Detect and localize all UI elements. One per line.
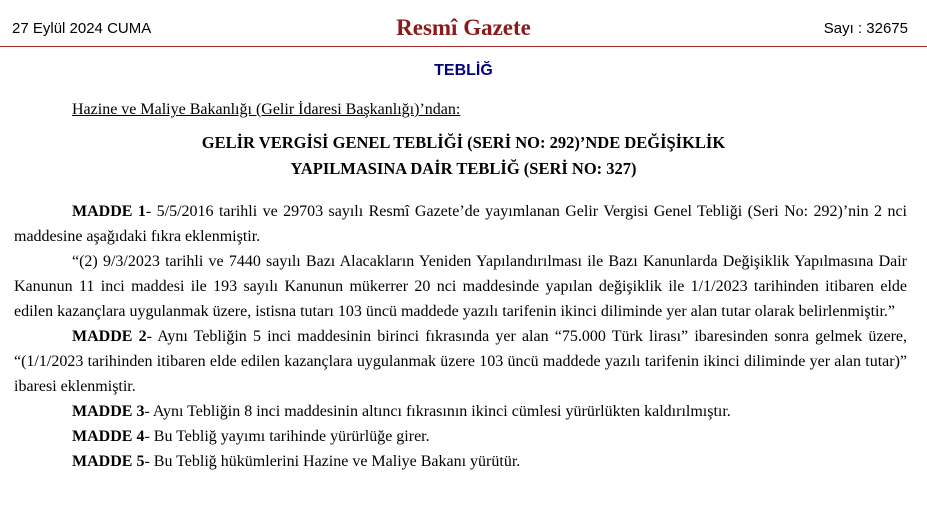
document-title bbox=[0, 130, 927, 182]
article-4 bbox=[14, 424, 907, 449]
document-title-line-1: GELİR VERGİSİ GENEL TEBLİĞİ (SERİ NO: 292)’NDE DEĞİŞİKLİK bbox=[201, 133, 726, 152]
section-heading: TEBLİĞ bbox=[434, 62, 493, 79]
article-text: - Aynı Tebliğin 8 inci maddesinin altıncı fıkrasının ikinci cümlesi yürürlükten kaldırılmıştır. bbox=[144, 403, 731, 420]
article-label: MADDE 2 bbox=[72, 328, 147, 345]
paragraph-text: “(2) 9/3/2023 tarihli ve 7440 sayılı Bazı Alacakların Yeniden Yapılandırılması ile Bazı Kanunlarda Değişiklik Yapılmasına Dair Kanunun 11 inci maddesi ile 193 sayılı Kanunun mükerrer 20 nci maddesinde yapılan değişiklik ile 1/1/2023 tarihinden itibaren elde edilen kazançlara uygulanmak üzere, istisna tutarı 103 üncü maddede yazılı tarifenin ikinci diliminde yer alan tutar olarak belirlenmiştir.” bbox=[14, 253, 907, 320]
issue-number: Sayı : 32675 bbox=[823, 20, 908, 37]
document-title-line-2: YAPILMASINA DAİR TEBLİĞ (SERİ NO: 327) bbox=[290, 159, 637, 178]
article-label: MADDE 4 bbox=[72, 428, 145, 445]
article-text: - 5/5/2016 tarihli ve 29703 sayılı Resmî Gazete’de yayımlanan Gelir Vergisi Genel Tebliği (Seri No: 292)’nin 2 nci maddesine aşağıdaki fıkra eklenmiştir. bbox=[14, 203, 908, 245]
issue-date: 27 Eylül 2024 CUMA bbox=[12, 20, 152, 37]
article-3 bbox=[14, 399, 907, 424]
article-text: - Bu Tebliğ yayımı tarihinde yürürlüğe girer. bbox=[144, 428, 430, 445]
article-5 bbox=[14, 449, 907, 474]
gazette-title: Resmî Gazete bbox=[396, 15, 531, 40]
article-1 bbox=[14, 199, 907, 249]
article-label: MADDE 3 bbox=[72, 403, 145, 420]
article-label: MADDE 5 bbox=[72, 453, 145, 470]
gazette-header bbox=[0, 0, 927, 47]
article-2 bbox=[14, 324, 907, 399]
issuing-authority: Hazine ve Maliye Bakanlığı (Gelir İdaresi Başkanlığı)’ndan: bbox=[72, 101, 461, 118]
document-body bbox=[14, 199, 907, 474]
quoted-paragraph bbox=[14, 249, 907, 324]
article-text: - Aynı Tebliğin 5 inci maddesinin birinci fıkrasında yer alan “75.000 Türk lirası” ibaresinden sonra gelmek üzere, “(1/1/2023 tarihinden itibaren elde edilen kazançlara uygulanmak üzere 103 üncü maddede yazılı tarifenin ikinci diliminde yer alan tutar)” ibaresi eklenmiştir. bbox=[14, 328, 908, 395]
article-text: - Bu Tebliğ hükümlerini Hazine ve Maliye Bakanı yürütür. bbox=[144, 453, 521, 470]
article-label: MADDE 1 bbox=[72, 203, 146, 220]
